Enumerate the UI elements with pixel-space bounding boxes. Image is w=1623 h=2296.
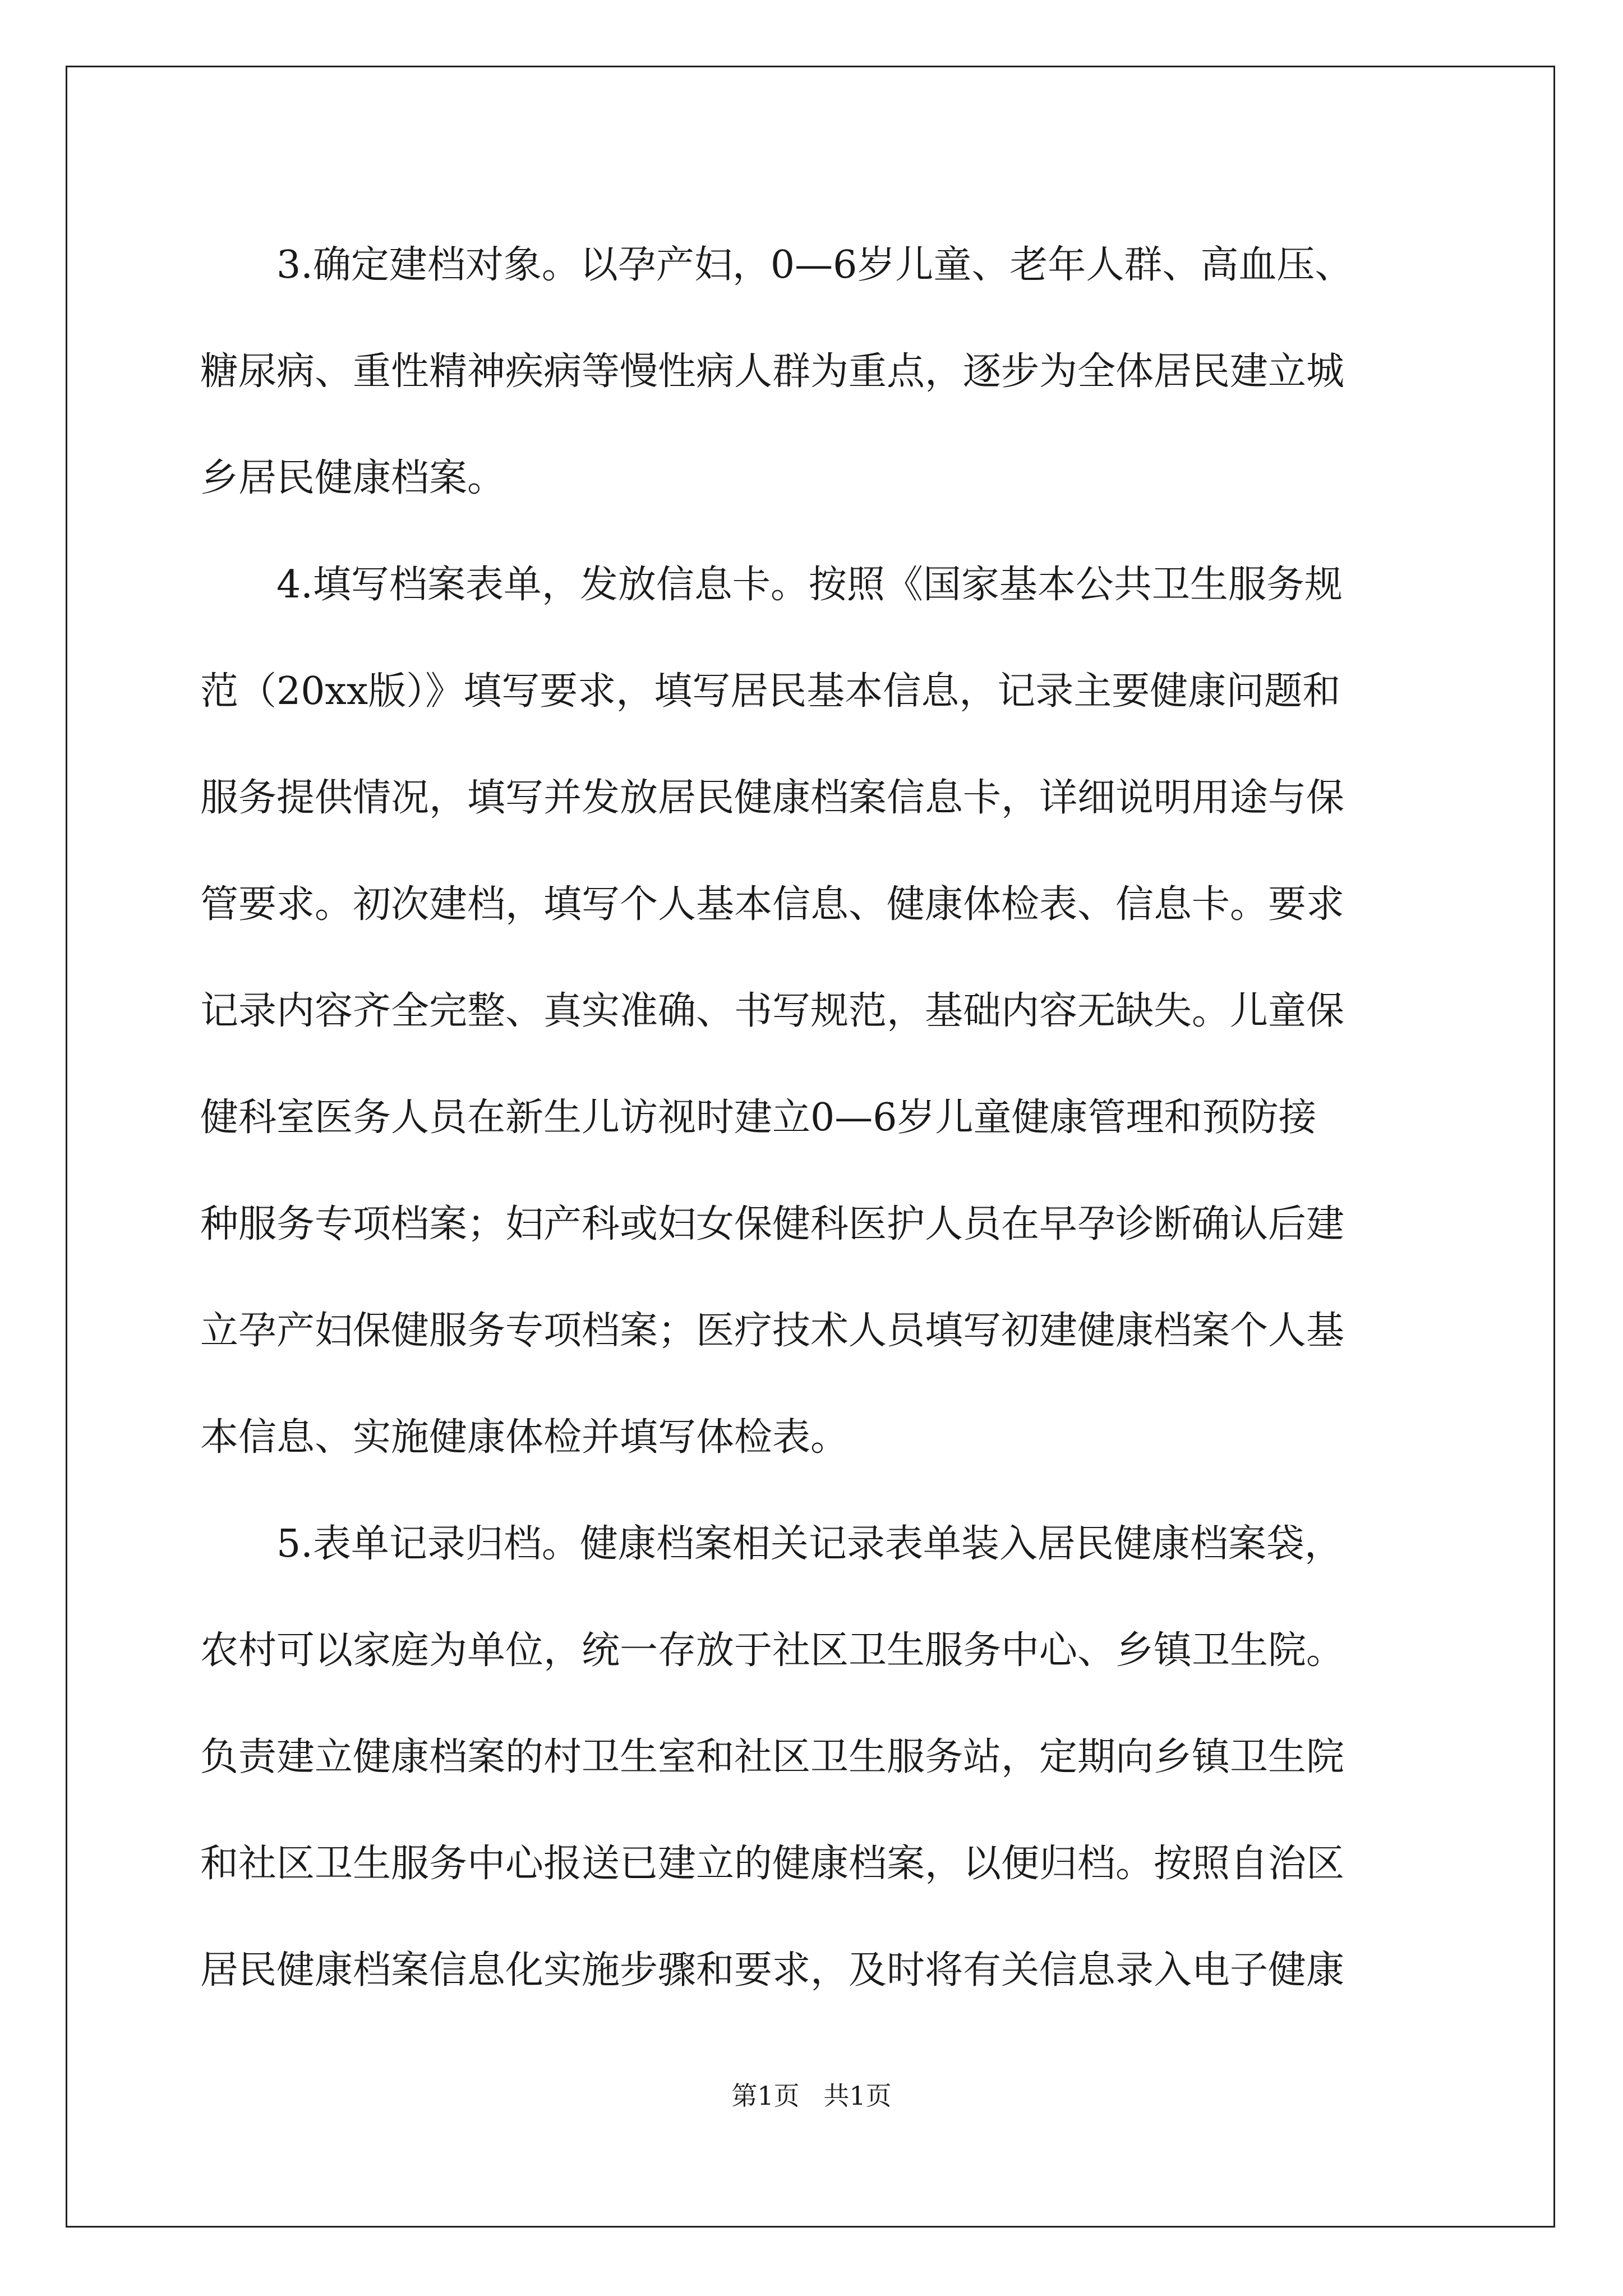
- text-line: 乡居民健康档案。: [200, 456, 506, 500]
- text-line: 范（20xx版）》填写要求，填写居民基本信息，记录主要健康问题和: [200, 669, 1341, 714]
- text-line: 4.填写档案表单，发放信息卡。按照《国家基本公共卫生服务规: [276, 563, 1343, 607]
- document-body: [200, 212, 1423, 2024]
- page-footer: [0, 2076, 1623, 2113]
- text-line: 5.表单记录归档。健康档案相关记录表单装入居民健康档案袋，: [276, 1522, 1343, 1566]
- text-line: 农村可以家庭为单位，统一存放于社区卫生服务中心、乡镇卫生院。: [200, 1628, 1345, 1673]
- text-line: 管要求。初次建档，填写个人基本信息、健康体检表、信息卡。要求: [200, 882, 1345, 927]
- page-number: 第1页: [731, 2081, 800, 2111]
- text-line: 本信息、实施健康体检并填写体检表。: [200, 1415, 849, 1460]
- text-line: 和社区卫生服务中心报送已建立的健康档案，以便归档。按照自治区: [200, 1842, 1345, 1886]
- page-total: 共1页: [823, 2081, 892, 2111]
- text-line: 居民健康档案信息化实施步骤和要求，及时将有关信息录入电子健康: [200, 1948, 1345, 1993]
- text-line: 记录内容齐全完整、真实准确、书写规范，基础内容无缺失。儿童保: [200, 989, 1345, 1033]
- text-line: 种服务专项档案；妇产科或妇女保健科医护人员在早孕诊断确认后建: [200, 1202, 1345, 1246]
- text-line: 糖尿病、重性精神疾病等慢性病人群为重点，逐步为全体居民建立城: [200, 349, 1345, 394]
- text-line: 3.确定建档对象。以孕产妇，0—6岁儿童、老年人群、高血压、: [276, 243, 1353, 287]
- text-line: 负责建立健康档案的村卫生室和社区卫生服务站，定期向乡镇卫生院: [200, 1735, 1345, 1779]
- text-line: 立孕产妇保健服务专项档案；医疗技术人员填写初建健康档案个人基: [200, 1309, 1345, 1353]
- text-line: 服务提供情况，填写并发放居民健康档案信息卡，详细说明用途与保: [200, 776, 1345, 820]
- text-line: 健科室医务人员在新生儿访视时建立0—6岁儿童健康管理和预防接: [200, 1096, 1317, 1140]
